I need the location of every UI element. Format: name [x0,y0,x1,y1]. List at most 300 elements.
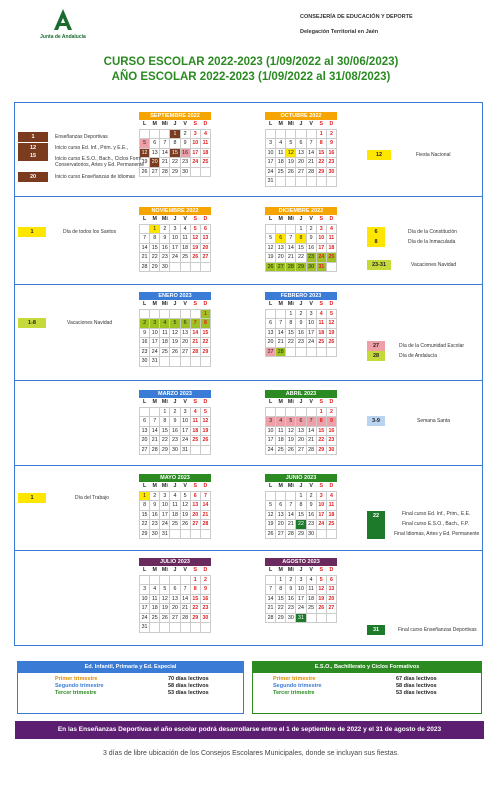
weekday-header: Mi [161,399,168,405]
event-text: Día de la Inmaculada [408,239,456,245]
month-title: SEPTIEMBRE 2022 [139,112,211,120]
weekday-header: Mi [287,301,294,307]
day-cell: 25 [160,347,170,357]
row-divider [15,465,482,466]
day-cell: 17 [160,510,170,520]
day-cell [140,129,150,139]
day-cell: 23 [150,520,160,530]
day-cell [326,613,336,623]
day-cell: 8 [286,319,296,329]
calendar-grid [14,102,483,646]
month-calendar [139,558,211,633]
day-cell: 11 [170,501,180,511]
day-cell: 28 [276,347,286,357]
day-cell: 15 [160,426,170,436]
day-cell: 11 [190,417,200,427]
day-cell: 19 [286,158,296,168]
day-cell: 10 [160,501,170,511]
event-text: Final Idiomas, Artes y Ed. Permanente [394,531,480,537]
day-cell: 20 [326,594,336,604]
day-cell [276,309,286,319]
weekday-header: M [278,567,283,573]
day-cell: 7 [160,139,170,149]
day-cell: 1 [296,491,306,501]
day-cell: 4 [316,309,326,319]
month-title: JUNIO 2023 [265,474,337,482]
day-cell: 12 [286,148,296,158]
day-cell: 20 [266,338,276,348]
day-cell: 27 [180,347,190,357]
day-cell: 22 [150,253,160,263]
day-cell: 30 [326,445,336,455]
weekday-header: V [309,121,313,127]
weekday-header: J [299,483,303,489]
weekday-header: D [203,216,208,222]
day-cell: 4 [306,575,316,585]
event-marker: 23-31 [367,260,391,270]
weekday-header: L [142,121,147,127]
day-cell: 5 [140,139,150,149]
day-cell: 12 [140,148,150,158]
day-cell: 3 [150,319,160,329]
day-cell: 22 [286,338,296,348]
event-marker: 1 [18,493,46,503]
day-cell: 29 [296,262,306,272]
row-divider [15,550,482,551]
day-cell: 21 [160,158,170,168]
day-cell: 30 [200,613,210,623]
day-cell: 13 [296,426,306,436]
event-marker: 8 [367,237,385,247]
day-cell [190,445,200,455]
day-cell: 16 [180,148,190,158]
weekday-header: M [152,301,157,307]
day-cell: 16 [160,243,170,253]
day-cell: 31 [180,445,190,455]
day-cell: 8 [160,417,170,427]
day-cell [306,407,316,417]
day-cell: 16 [150,510,160,520]
day-cell: 7 [150,417,160,427]
day-cell: 4 [170,491,180,501]
day-cell: 23 [326,436,336,446]
day-cell: 23 [296,338,306,348]
day-cell: 11 [200,139,210,149]
month-title: DICIEMBRE 2022 [265,207,337,215]
day-cell: 18 [326,243,336,253]
day-cell [140,309,150,319]
day-cell [160,129,170,139]
day-cell: 7 [180,585,190,595]
event-marker: 27 [367,341,385,351]
month-title: FEBRERO 2023 [265,292,337,300]
day-cell: 5 [316,575,326,585]
day-cell: 23 [286,604,296,614]
day-cell: 15 [150,243,160,253]
note-text: Conservatorios, Artes y Ed. Permanente [55,162,145,168]
day-cell: 12 [200,417,210,427]
day-cell: 3 [160,491,170,501]
weekday-header: D [329,216,334,222]
event-text: Día del Trabajo [75,495,109,501]
day-cell: 22 [140,520,150,530]
day-cell: 4 [150,585,160,595]
day-cell: 6 [200,224,210,234]
day-cell: 6 [180,319,190,329]
day-cell: 17 [296,594,306,604]
day-cell: 30 [170,445,180,455]
day-cell: 19 [316,594,326,604]
weekday-header: D [329,567,334,573]
note-text: Enseñanzas Deportivas [55,134,108,140]
day-cell: 26 [140,167,150,177]
day-cell: 12 [266,243,276,253]
title-curso: CURSO ESCOLAR 2022-2023 (1/09/2022 al 30/06/2023) [103,56,399,68]
day-cell: 6 [266,319,276,329]
day-cell: 17 [316,510,326,520]
month-calendar [139,474,211,539]
month-calendar [139,112,211,177]
month-calendar [265,292,337,357]
day-cell: 5 [266,501,276,511]
day-cell [140,575,150,585]
day-cell: 25 [276,167,286,177]
day-cell: 16 [286,594,296,604]
day-cell: 27 [170,613,180,623]
day-cell: 11 [306,585,316,595]
day-cell: 27 [276,529,286,539]
day-cell: 19 [140,158,150,168]
day-cell: 18 [160,338,170,348]
day-cell: 14 [160,148,170,158]
day-cell [150,575,160,585]
event-text: Final curso Enseñanzas Deportivas [398,627,477,633]
row-divider [15,196,482,197]
day-cell: 3 [266,417,276,427]
day-cell [170,575,180,585]
day-cell: 30 [150,529,160,539]
day-cell: 10 [180,417,190,427]
weekday-header: S [193,567,198,573]
day-cell [190,167,200,177]
day-cell: 18 [276,158,286,168]
day-cell: 28 [266,613,276,623]
day-cell: 13 [276,510,286,520]
day-cell [180,262,190,272]
day-cell: 25 [150,613,160,623]
day-cell [190,357,200,367]
event-text: Semana Santa [417,418,451,424]
day-cell: 1 [200,309,210,319]
day-cell [190,262,200,272]
day-cell: 29 [296,529,306,539]
day-cell: 15 [140,510,150,520]
day-cell: 2 [180,129,190,139]
day-cell: 16 [306,243,316,253]
day-cell [296,177,306,187]
weekday-header: M [278,301,283,307]
day-cell: 26 [286,167,296,177]
day-cell: 6 [326,575,336,585]
day-cell: 8 [150,234,160,244]
month-title: ENERO 2023 [139,292,211,300]
day-cell: 3 [316,491,326,501]
day-cell: 28 [286,529,296,539]
header-right [300,10,480,40]
day-cell: 16 [296,328,306,338]
day-cell: 2 [200,575,210,585]
day-cell [180,623,190,633]
day-cell: 9 [306,234,316,244]
month-calendar [139,207,211,272]
day-cell: 12 [180,501,190,511]
note-marker: 1 [18,132,48,142]
weekday-header: V [183,121,187,127]
day-cell: 26 [200,436,210,446]
weekday-header: L [268,301,273,307]
day-cell: 10 [316,234,326,244]
day-cell: 25 [326,253,336,263]
office-name: Delegación Territorial en Jaén [300,29,379,35]
day-cell: 25 [170,520,180,530]
day-cell: 25 [180,253,190,263]
weekday-header: J [173,567,177,573]
event-text: Día de la Constitución [408,229,457,235]
day-cell: 20 [190,510,200,520]
term-1-label: Primer trimestre [55,676,98,682]
day-cell: 31 [140,623,150,633]
weekday-header: L [142,301,147,307]
day-cell: 8 [276,585,286,595]
day-cell [276,129,286,139]
day-cell: 30 [306,529,316,539]
day-cell: 14 [190,328,200,338]
day-cell: 16 [170,426,180,436]
day-cell: 11 [180,234,190,244]
weekday-header: L [268,216,273,222]
note-text: Inicio curso Ed. Inf., Prim. y E.E., [55,145,129,151]
day-cell: 2 [150,491,160,501]
day-cell [170,309,180,319]
day-cell: 28 [306,445,316,455]
day-cell: 9 [326,139,336,149]
day-cell: 20 [296,158,306,168]
day-cell: 20 [150,158,160,168]
day-cell: 21 [306,436,316,446]
day-cell: 31 [160,529,170,539]
day-cell: 5 [200,407,210,417]
day-cell: 24 [170,253,180,263]
day-cell [150,309,160,319]
term-2-label: Segundo trimestre [273,683,322,689]
weekday-header: D [203,483,208,489]
day-cell: 30 [326,167,336,177]
day-cell: 20 [200,243,210,253]
day-cell: 24 [306,338,316,348]
day-cell: 1 [150,224,160,234]
day-cell: 31 [296,613,306,623]
day-cell: 13 [276,243,286,253]
day-cell [140,407,150,417]
day-cell: 12 [170,328,180,338]
weekday-header: D [203,567,208,573]
day-cell: 15 [316,426,326,436]
day-cell [180,309,190,319]
day-cell: 1 [316,129,326,139]
event-marker: 1-8 [18,318,46,328]
day-cell: 2 [170,407,180,417]
day-cell: 26 [326,338,336,348]
day-cell [266,224,276,234]
day-cell: 8 [190,585,200,595]
month-title: OCTUBRE 2022 [265,112,337,120]
footer-note: 3 días de libre ubicación de los Consejos Escolares Municipales, donde se incluyan sus fiestas. [102,750,400,757]
day-cell: 17 [316,243,326,253]
day-cell: 30 [140,357,150,367]
day-cell [286,347,296,357]
day-cell [286,224,296,234]
term-3-label: Tercer trimestre [273,690,315,696]
day-cell: 2 [160,224,170,234]
weekday-header: V [309,216,313,222]
day-cell [200,357,210,367]
weekday-header: V [309,399,313,405]
month-calendar [265,390,337,455]
day-cell: 23 [200,604,210,614]
day-cell: 15 [200,328,210,338]
day-cell: 8 [200,319,210,329]
day-cell: 11 [150,594,160,604]
day-cell: 27 [276,262,286,272]
day-cell: 20 [276,253,286,263]
day-cell [190,529,200,539]
day-cell: 1 [190,575,200,585]
day-cell: 14 [200,501,210,511]
day-cell: 26 [190,253,200,263]
day-cell: 29 [200,347,210,357]
day-cell: 24 [316,520,326,530]
day-cell: 28 [306,167,316,177]
day-cell [200,262,210,272]
day-cell [170,529,180,539]
month-calendar [265,112,337,187]
day-cell [160,309,170,319]
term-2-days: 58 días lectivos [396,683,437,689]
day-cell: 29 [190,613,200,623]
day-cell: 8 [296,234,306,244]
weekday-header: Mi [161,121,168,127]
weekday-header: S [193,483,198,489]
org-name: Junta de Andalucía [40,34,86,40]
day-cell: 17 [190,148,200,158]
day-cell: 1 [316,407,326,417]
day-cell: 19 [190,243,200,253]
day-cell: 26 [160,613,170,623]
weekday-header: M [278,483,283,489]
day-cell: 9 [286,585,296,595]
day-cell [296,347,306,357]
day-cell: 22 [296,520,306,530]
junta-logo [18,6,108,42]
weekday-header: J [299,121,303,127]
day-cell: 24 [160,520,170,530]
weekday-header: J [299,567,303,573]
day-cell: 2 [326,407,336,417]
day-cell: 6 [170,585,180,595]
day-cell [306,177,316,187]
day-cell: 13 [326,585,336,595]
day-cell: 17 [306,328,316,338]
day-cell: 7 [286,501,296,511]
weekday-header: M [152,567,157,573]
day-cell: 27 [140,445,150,455]
day-cell: 29 [170,167,180,177]
event-marker: 22 [367,511,385,521]
weekday-header: S [319,567,324,573]
day-cell: 9 [140,328,150,338]
day-cell: 8 [140,501,150,511]
weekday-header: L [142,216,147,222]
day-cell: 29 [140,529,150,539]
day-cell: 22 [276,604,286,614]
term-3-days: 53 días lectivos [168,690,209,696]
day-cell: 9 [160,234,170,244]
day-cell: 22 [200,338,210,348]
term-2-days: 58 días lectivos [168,683,209,689]
day-cell: 18 [150,604,160,614]
day-cell [180,575,190,585]
day-cell: 23 [306,253,316,263]
note-marker: 12 [18,143,48,153]
weekday-header: V [309,567,313,573]
day-cell: 12 [266,510,276,520]
day-cell: 29 [276,613,286,623]
day-cell: 11 [276,426,286,436]
day-cell [170,357,180,367]
day-cell: 21 [200,510,210,520]
day-cell: 12 [190,234,200,244]
day-cell: 19 [200,426,210,436]
month-calendar [139,292,211,367]
day-cell [316,177,326,187]
day-cell: 31 [150,357,160,367]
weekday-header: M [278,399,283,405]
day-cell: 10 [170,234,180,244]
weekday-header: D [329,399,334,405]
day-cell [170,262,180,272]
day-cell: 16 [326,426,336,436]
day-cell: 13 [200,234,210,244]
day-cell [326,177,336,187]
day-cell: 4 [276,417,286,427]
day-cell: 24 [150,347,160,357]
weekday-header: D [329,301,334,307]
day-cell: 13 [170,594,180,604]
day-cell: 15 [276,594,286,604]
day-cell: 3 [296,575,306,585]
day-cell: 10 [140,594,150,604]
day-cell: 12 [160,594,170,604]
day-cell [180,529,190,539]
dept-name: CONSEJERÍA DE EDUCACIÓN Y DEPORTE [300,14,413,20]
weekday-header: S [319,301,324,307]
day-cell: 14 [140,243,150,253]
day-cell: 21 [276,338,286,348]
weekday-header: D [203,301,208,307]
day-cell: 14 [266,594,276,604]
event-marker: 3-9 [367,416,385,426]
day-cell: 21 [286,520,296,530]
